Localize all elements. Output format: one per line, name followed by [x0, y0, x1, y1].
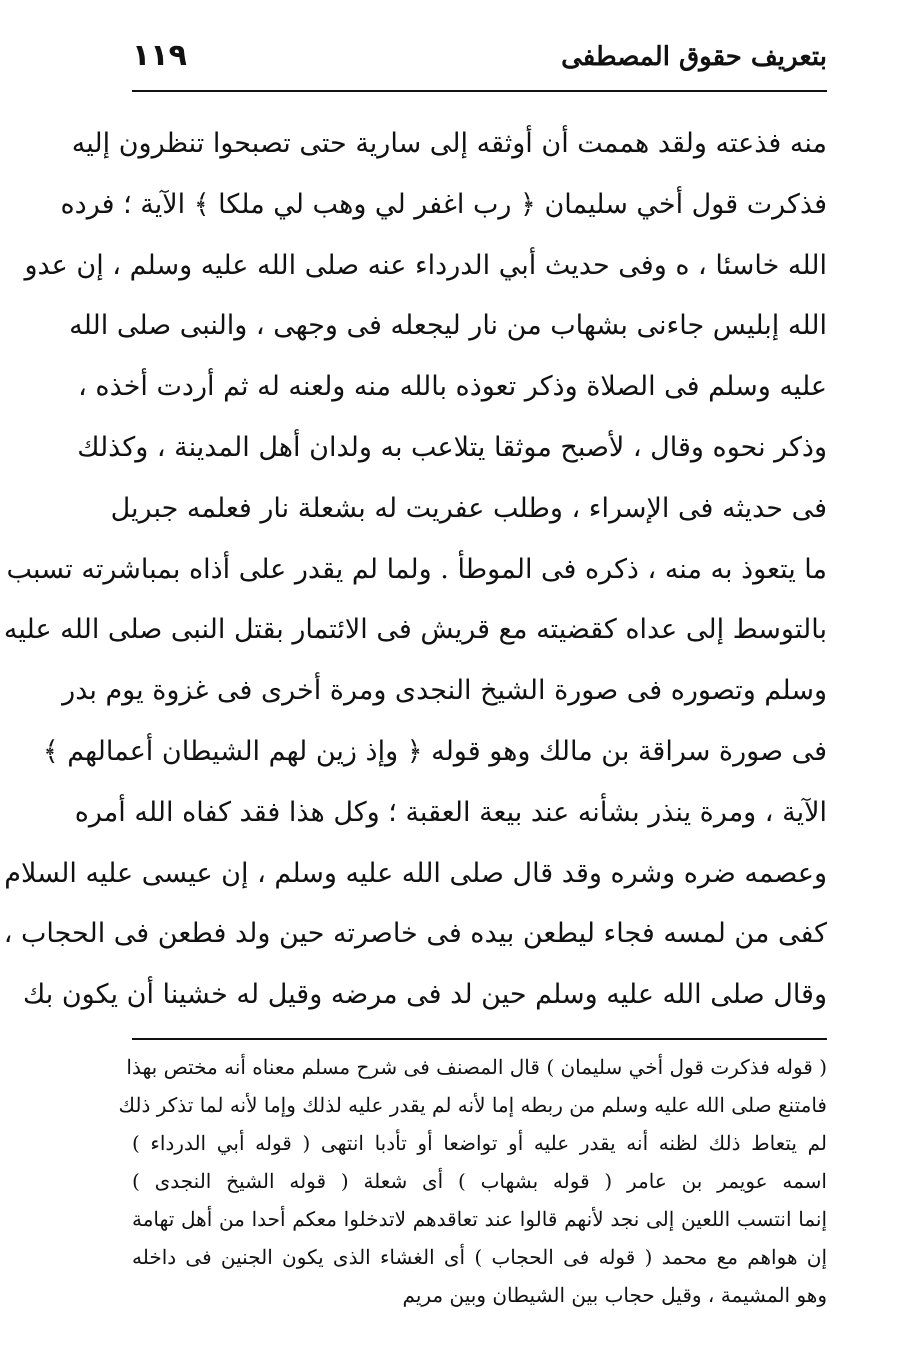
- running-title: بتعريف حقوق المصطفى: [561, 42, 827, 72]
- text-line: فذكرت قول أخي سليمان ﴿ رب اغفر لي وهب لي ملكا ﴾ الآية ؛ فرده: [60, 188, 827, 220]
- text-line: كفى من لمسه فجاء ليطعن بيده فى خاصرته حين ولد فطعن فى الحجاب ،: [3, 918, 827, 950]
- text-line: فى صورة سراقة بن مالك وهو قوله ﴿ وإذ زين لهم الشيطان أعمالهم ﴾: [42, 735, 827, 767]
- text-line: عليه وسلم فى الصلاة وذكر تعوذه بالله منه ولعنه له ثم أردت أخذه ،: [78, 371, 827, 403]
- text-line: فى حديثه فى الإسراء ، وطلب عفريت له بشعلة نار فعلمه جبريل: [110, 492, 827, 524]
- footnote-line: اسمه عويمر بن عامر ( قوله بشهاب ) أى شعلة ( قوله الشيخ النجدى ): [132, 1168, 827, 1193]
- text-line: ما يتعوذ به منه ، ذكره فى الموطأ . ولما لم يقدر على أذاه بمباشرته تسبب: [6, 553, 827, 585]
- text-line: وعصمه ضره وشره وقد قال صلى الله عليه وسلم ، إن عيسى عليه السلام: [4, 857, 827, 889]
- text-line: وسلم وتصوره فى صورة الشيخ النجدى ومرة أخرى فى غزوة يوم بدر: [62, 675, 827, 707]
- text-line: الله إبليس جاءنى بشهاب من نار ليجعله فى وجهى ، والنبى صلى الله: [69, 310, 827, 342]
- text-line: وذكر نحوه وقال ، لأصبح موثقا يتلاعب به ولدان أهل المدينة ، وكذلك: [77, 431, 827, 463]
- running-header: [132, 38, 827, 84]
- text-line: منه فذعته ولقد هممت أن أوثقه إلى سارية حتى تصبحوا تنظرون إليه: [71, 128, 827, 159]
- footnote-line: إن هواهم مع محمد ( قوله فى الحجاب ) أى الغشاء الذى يكون الجنين فى داخله: [132, 1244, 827, 1269]
- header-rule: [132, 90, 827, 92]
- text-line: وقال صلى الله عليه وسلم حين لد فى مرضه وقيل له خشينا أن يكون بك: [22, 979, 827, 1011]
- text-line: الله خاسئا ، ه وفى حديث أبي الدرداء عنه صلى الله عليه وسلم ، إن عدو: [24, 249, 827, 281]
- footnote-line: ( قوله فذكرت قول أخي سليمان ) قال المصنف فى شرح مسلم معناه أنه مختص بهذا: [126, 1054, 827, 1079]
- text-line: الآية ، ومرة ينذر بشأنه عند بيعة العقبة ؛ وكل هذا فقد كفاه الله أمره: [74, 796, 827, 828]
- footnote-line: وهو المشيمة ، وقيل حجاب بين الشيطان وبين مريم: [402, 1282, 827, 1307]
- footnote-line: إنما انتسب اللعين إلى نجد لأنهم قالوا عند تعاقدهم لاتدخلوا معكم أحدا من أهل تهامة: [132, 1206, 827, 1231]
- footnotes: [118, 1048, 827, 1314]
- footnote-line: فامتنع صلى الله عليه وسلم من ربطه إما لأنه لم يقدر عليه لذلك وإما لأنه لما تذكر ذلك: [118, 1092, 827, 1117]
- text-line: بالتوسط إلى عداه كقضيته مع قريش فى الائتمار بقتل النبى صلى الله عليه: [3, 614, 827, 646]
- main-text: [3, 114, 827, 1026]
- footnote-line: لم يتعاط ذلك لظنه أنه يقدر عليه أو تواضعا أو تأدبا انتهى ( قوله أبي الدرداء ): [132, 1130, 827, 1155]
- footnote-rule: [132, 1038, 827, 1040]
- page-number: ١١٩: [132, 38, 187, 73]
